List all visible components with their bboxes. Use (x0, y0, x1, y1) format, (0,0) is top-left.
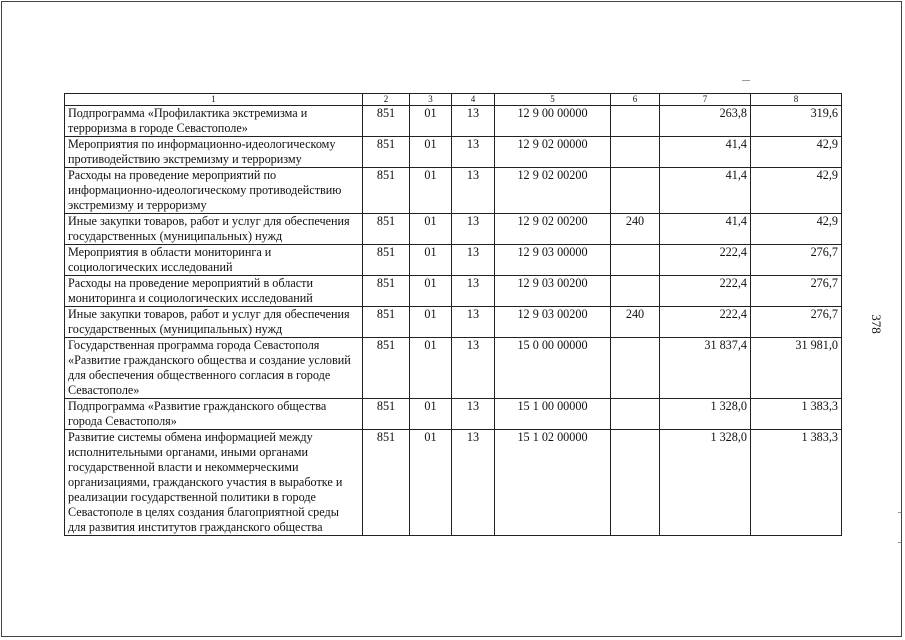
expense-type-cell (611, 399, 660, 430)
item-name-cell: Расходы на проведение мероприятий в области мониторинга и социологических исследований (65, 276, 363, 307)
expense-type-cell (611, 430, 660, 536)
subsection-code-cell: 13 (452, 276, 495, 307)
section-code-cell: 01 (410, 276, 452, 307)
target-article-cell: 12 9 03 00200 (495, 307, 611, 338)
expense-type-cell (611, 106, 660, 137)
header-cell: 8 (751, 94, 842, 106)
section-code-cell: 01 (410, 307, 452, 338)
target-article-cell: 15 1 00 00000 (495, 399, 611, 430)
table-row (65, 168, 842, 214)
amount-year1-cell: 222,4 (660, 245, 751, 276)
budget-table (64, 93, 842, 536)
subsection-code-cell: 13 (452, 214, 495, 245)
section-code-cell: 01 (410, 399, 452, 430)
amount-year2-cell: 1 383,3 (751, 399, 842, 430)
table-row (65, 245, 842, 276)
item-name-cell: Иные закупки товаров, работ и услуг для обеспечения государственных (муниципальных) нужд (65, 307, 363, 338)
expense-type-cell (611, 338, 660, 399)
target-article-cell: 12 9 00 00000 (495, 106, 611, 137)
expense-type-cell: 240 (611, 307, 660, 338)
scan-mark (898, 512, 901, 513)
amount-year1-cell: 31 837,4 (660, 338, 751, 399)
table-row (65, 214, 842, 245)
target-article-cell: 12 9 03 00200 (495, 276, 611, 307)
table-row (65, 338, 842, 399)
amount-year1-cell: 222,4 (660, 276, 751, 307)
amount-year2-cell: 31 981,0 (751, 338, 842, 399)
subsection-code-cell: 13 (452, 430, 495, 536)
amount-year2-cell: 42,9 (751, 137, 842, 168)
expense-type-cell (611, 245, 660, 276)
amount-year1-cell: 263,8 (660, 106, 751, 137)
header-cell: 1 (65, 94, 363, 106)
section-code-cell: 01 (410, 106, 452, 137)
item-name-cell: Расходы на проведение мероприятий по информационно-идеологическому противодействию экстремизму и терроризму (65, 168, 363, 214)
header-cell: 4 (452, 94, 495, 106)
target-article-cell: 15 0 00 00000 (495, 338, 611, 399)
expense-type-cell (611, 276, 660, 307)
header-cell: 5 (495, 94, 611, 106)
amount-year1-cell: 1 328,0 (660, 430, 751, 536)
subsection-code-cell: 13 (452, 307, 495, 338)
section-code-cell: 01 (410, 137, 452, 168)
dept-code-cell: 851 (363, 245, 410, 276)
amount-year1-cell: 41,4 (660, 214, 751, 245)
subsection-code-cell: 13 (452, 245, 495, 276)
scan-mark (898, 542, 901, 543)
table-row (65, 276, 842, 307)
dept-code-cell: 851 (363, 338, 410, 399)
amount-year2-cell: 42,9 (751, 214, 842, 245)
target-article-cell: 12 9 02 00000 (495, 137, 611, 168)
section-code-cell: 01 (410, 168, 452, 214)
section-code-cell: 01 (410, 245, 452, 276)
table-row (65, 430, 842, 536)
target-article-cell: 12 9 02 00200 (495, 214, 611, 245)
amount-year2-cell: 319,6 (751, 106, 842, 137)
amount-year1-cell: 1 328,0 (660, 399, 751, 430)
item-name-cell: Иные закупки товаров, работ и услуг для обеспечения государственных (муниципальных) нужд (65, 214, 363, 245)
dept-code-cell: 851 (363, 168, 410, 214)
document-page (1, 1, 902, 637)
section-code-cell: 01 (410, 214, 452, 245)
header-cell: 7 (660, 94, 751, 106)
header-row (65, 94, 842, 106)
section-code-cell: 01 (410, 430, 452, 536)
expense-type-cell (611, 137, 660, 168)
dept-code-cell: 851 (363, 307, 410, 338)
page-number: 378 (869, 314, 884, 334)
amount-year2-cell: 42,9 (751, 168, 842, 214)
amount-year2-cell: 1 383,3 (751, 430, 842, 536)
header-cell: 2 (363, 94, 410, 106)
target-article-cell: 12 9 02 00200 (495, 168, 611, 214)
item-name-cell: Подпрограмма «Профилактика экстремизма и терроризма в городе Севастополе» (65, 106, 363, 137)
subsection-code-cell: 13 (452, 338, 495, 399)
amount-year1-cell: 41,4 (660, 137, 751, 168)
table-row (65, 106, 842, 137)
item-name-cell: Развитие системы обмена информацией между исполнительными органами, иными органами государственной власти и некоммерческими организациями, гражданского участия в выработке и реализации государственной политики в городе Севастополе в целях создания благоприятной среды для развития институтов гражданского общества (65, 430, 363, 536)
section-code-cell: 01 (410, 338, 452, 399)
subsection-code-cell: 13 (452, 106, 495, 137)
scan-mark (742, 80, 750, 81)
amount-year1-cell: 41,4 (660, 168, 751, 214)
amount-year2-cell: 276,7 (751, 276, 842, 307)
subsection-code-cell: 13 (452, 399, 495, 430)
item-name-cell: Подпрограмма «Развитие гражданского общества города Севастополя» (65, 399, 363, 430)
subsection-code-cell: 13 (452, 168, 495, 214)
table-row (65, 399, 842, 430)
amount-year2-cell: 276,7 (751, 245, 842, 276)
amount-year1-cell: 222,4 (660, 307, 751, 338)
table-row (65, 137, 842, 168)
item-name-cell: Государственная программа города Севастополя «Развитие гражданского общества и создание условий для обеспечения общественного согласия в городе Севастополе» (65, 338, 363, 399)
subsection-code-cell: 13 (452, 137, 495, 168)
table-row (65, 307, 842, 338)
amount-year2-cell: 276,7 (751, 307, 842, 338)
dept-code-cell: 851 (363, 430, 410, 536)
item-name-cell: Мероприятия по информационно-идеологическому противодействию экстремизму и терроризму (65, 137, 363, 168)
dept-code-cell: 851 (363, 106, 410, 137)
dept-code-cell: 851 (363, 276, 410, 307)
target-article-cell: 15 1 02 00000 (495, 430, 611, 536)
dept-code-cell: 851 (363, 214, 410, 245)
expense-type-cell: 240 (611, 214, 660, 245)
target-article-cell: 12 9 03 00000 (495, 245, 611, 276)
header-cell: 3 (410, 94, 452, 106)
header-cell: 6 (611, 94, 660, 106)
item-name-cell: Мероприятия в области мониторинга и социологических исследований (65, 245, 363, 276)
expense-type-cell (611, 168, 660, 214)
dept-code-cell: 851 (363, 399, 410, 430)
dept-code-cell: 851 (363, 137, 410, 168)
